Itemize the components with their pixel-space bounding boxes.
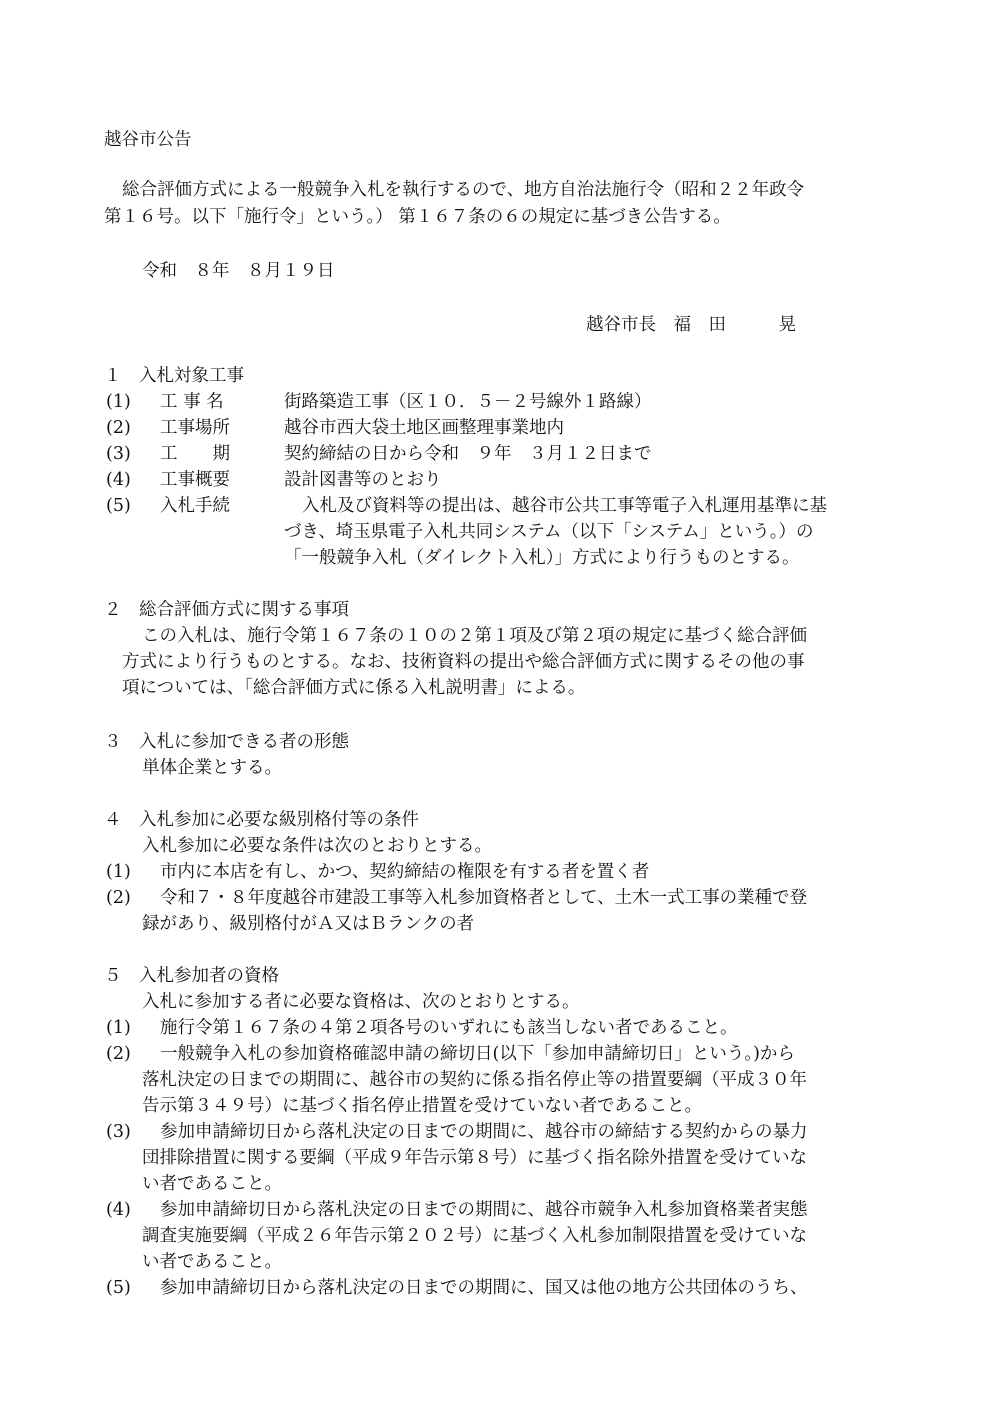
item-number: (4) (106, 470, 131, 490)
item-number: (1) (106, 392, 131, 412)
section-2-line-3: 項については、「総合評価方式に係る入札説明書」による。 (122, 678, 586, 698)
item-number: (5) (106, 496, 131, 516)
item-text-line-1: 施行令第１６７条の４第２項各号のいずれにも該当しない者であること。 (160, 1018, 738, 1038)
signatory: 越谷市長 福 田 晃 (586, 315, 796, 335)
section-5-lead: 入札に参加する者に必要な資格は、次のとおりとする。 (142, 992, 580, 1012)
item-text-line-2: 団排除措置に関する要綱（平成９年告示第８号）に基づく指名除外措置を受けていな (142, 1148, 807, 1168)
item-text-line-1: 参加申請締切日から落札決定の日までの期間に、越谷市の締結する契約からの暴力 (160, 1122, 808, 1142)
item-text-line-2: 落札決定の日までの期間に、越谷市の契約に係る指名停止等の措置要綱（平成３０年 (142, 1070, 807, 1090)
section-5-title: ５ 入札参加者の資格 (104, 966, 279, 986)
item-text: 越谷市西大袋土地区画整理事業地内 (284, 418, 564, 438)
item-label: 工事場所 (160, 418, 230, 438)
item-number: (1) (106, 862, 131, 882)
item-text-line-2: づき、埼玉県電子入札共同システム（以下「システム」という。）の (284, 522, 814, 542)
section-4-lead: 入札参加に必要な条件は次のとおりとする。 (142, 836, 492, 856)
item-text-line-1: 一般競争入札の参加資格確認申請の締切日(以下「参加申請締切日」という。)から (160, 1044, 795, 1064)
item-text-line-1: 市内に本店を有し、かつ、契約締結の権限を有する者を置く者 (160, 862, 650, 882)
item-text-line-1: 入札及び資料等の提出は、越谷市公共工事等電子入札運用基準に基 (302, 496, 827, 516)
item-text-line-2: 録があり、級別格付がＡ又はＢランクの者 (142, 914, 475, 934)
section-1-title: １ 入札対象工事 (104, 366, 244, 386)
item-text-line-3: い者であること。 (142, 1174, 282, 1194)
item-label: 入札手続 (160, 496, 230, 516)
item-text-line-3: 告示第３４９号）に基づく指名停止措置を受けていない者であること。 (142, 1096, 702, 1116)
item-text-line-1: 参加申請締切日から落札決定の日までの期間に、越谷市競争入札参加資格業者実態 (160, 1200, 808, 1220)
section-3-title: ３ 入札に参加できる者の形態 (104, 732, 349, 752)
section-4-title: ４ 入札参加に必要な級別格付等の条件 (104, 810, 419, 830)
item-text-line-1: 令和７・８年度越谷市建設工事等入札参加資格者として、土木一式工事の業種で登 (160, 888, 808, 908)
section-2-line-1: この入札は、施行令第１６７条の１０の２第１項及び第２項の規定に基づく総合評価 (142, 626, 807, 646)
intro-line-2: 第１６号。以下「施行令」という。） 第１６７条の６の規定に基づき公告する。 (104, 207, 731, 227)
intro-line-1: 総合評価方式による一般競争入札を執行するので、地方自治法施行令（昭和２２年政令 (122, 180, 805, 200)
item-label: 工 期 (160, 444, 230, 464)
item-label: 工事概要 (160, 470, 230, 490)
item-number: (2) (106, 418, 131, 438)
section-3-body: 単体企業とする。 (142, 758, 282, 778)
item-text-line-2: 調査実施要綱（平成２６年告示第２０２号）に基づく入札参加制限措置を受けていな (142, 1226, 807, 1246)
item-number: (3) (106, 444, 131, 464)
section-2-line-2: 方式により行うものとする。なお、技術資料の提出や総合評価方式に関するその他の事 (122, 652, 805, 672)
item-number: (5) (106, 1278, 131, 1298)
notice-date: 令和 ８年 ８月１９日 (142, 261, 335, 281)
notice-header: 越谷市公告 (104, 130, 192, 150)
item-text-line-3: 「一般競争入札（ダイレクト入札）」方式により行うものとする。 (284, 548, 800, 568)
item-number: (1) (106, 1018, 131, 1038)
item-text: 契約締結の日から令和 ９年 ３月１２日まで (284, 444, 652, 464)
item-number: (4) (106, 1200, 131, 1220)
item-label: 工 事 名 (160, 392, 224, 412)
item-text-line-1: 参加申請締切日から落札決定の日までの期間に、国又は他の地方公共団体のうち、 (160, 1278, 808, 1298)
item-text-line-3: い者であること。 (142, 1252, 282, 1272)
item-text: 街路築造工事（区１０．５－２号線外１路線） (284, 392, 652, 412)
item-number: (2) (106, 1044, 131, 1064)
item-text: 設計図書等のとおり (284, 470, 442, 490)
item-number: (2) (106, 888, 131, 908)
item-number: (3) (106, 1122, 131, 1142)
section-2-title: ２ 総合評価方式に関する事項 (104, 600, 349, 620)
